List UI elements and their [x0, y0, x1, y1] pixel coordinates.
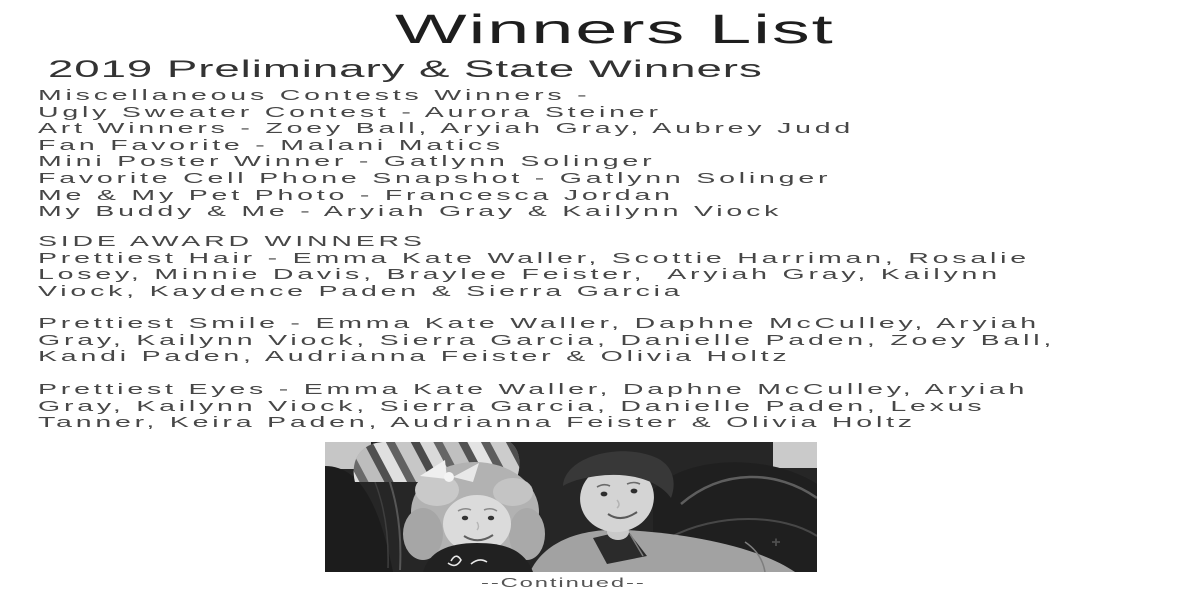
text-line: Kandi Paden, Audrianna Feister & Olivia Holtz — [38, 348, 791, 366]
wall-right — [773, 442, 817, 468]
text-line: Viock, Kaydence Paden & Sierra Garcia — [38, 282, 684, 300]
text-line: My Buddy & Me - Aryiah Gray & Kailynn Viock — [38, 203, 783, 221]
text-line: Favorite Cell Phone Snapshot - Gatlynn Solinger — [38, 169, 832, 187]
continued-row — [0, 574, 1163, 592]
section-side-award-winners — [38, 234, 1030, 300]
winners-photo — [325, 442, 817, 572]
section-heading: SIDE AWARD WINNERS — [38, 233, 426, 250]
text-line: Losey, Minnie Davis, Braylee Feister, Aryiah Gray, Kailynn — [38, 266, 1001, 284]
page-title: Winners List — [395, 6, 835, 52]
text-line: Gray, Kailynn Viock, Sierra Garcia, Danielle Paden, Zoey Ball, — [38, 331, 1056, 349]
section-prettiest-eyes — [38, 382, 1028, 432]
text-line: Prettiest Eyes - Emma Kate Waller, Daphne McCulley, Aryiah — [38, 381, 1029, 398]
page-subtitle: 2019 Preliminary & State Winners — [48, 56, 763, 83]
text-line: Ugly Sweater Contest - Aurora Steiner — [38, 103, 662, 121]
text-line: Art Winners - Zoey Ball, Aryiah Gray, Aubrey Judd — [38, 120, 855, 138]
text-line: Mini Poster Winner - Gatlynn Solinger — [38, 153, 656, 171]
text-line: Prettiest Hair - Emma Kate Waller, Scottie Harriman, Rosalie — [38, 249, 1030, 267]
text-line: Miscellaneous Contests Winners - — [38, 87, 591, 104]
photo-illustration — [325, 442, 817, 572]
section-prettiest-smile — [38, 316, 1055, 366]
page-header — [15, 7, 1200, 52]
text-line: Tanner, Keira Paden, Audrianna Feister & Olivia Holtz — [38, 414, 916, 432]
section-miscellaneous-contests — [38, 88, 854, 221]
text-line: Prettiest Smile - Emma Kate Waller, Daphne McCulley, Aryiah — [38, 315, 1040, 332]
text-line: Me & My Pet Photo - Francesca Jordan — [38, 186, 674, 204]
text-line: Gray, Kailynn Viock, Sierra Garcia, Danielle Paden, Lexus — [38, 397, 986, 415]
text-line: Fan Favorite - Malani Matics — [38, 136, 504, 154]
continued-label: --Continued-- — [480, 576, 646, 590]
